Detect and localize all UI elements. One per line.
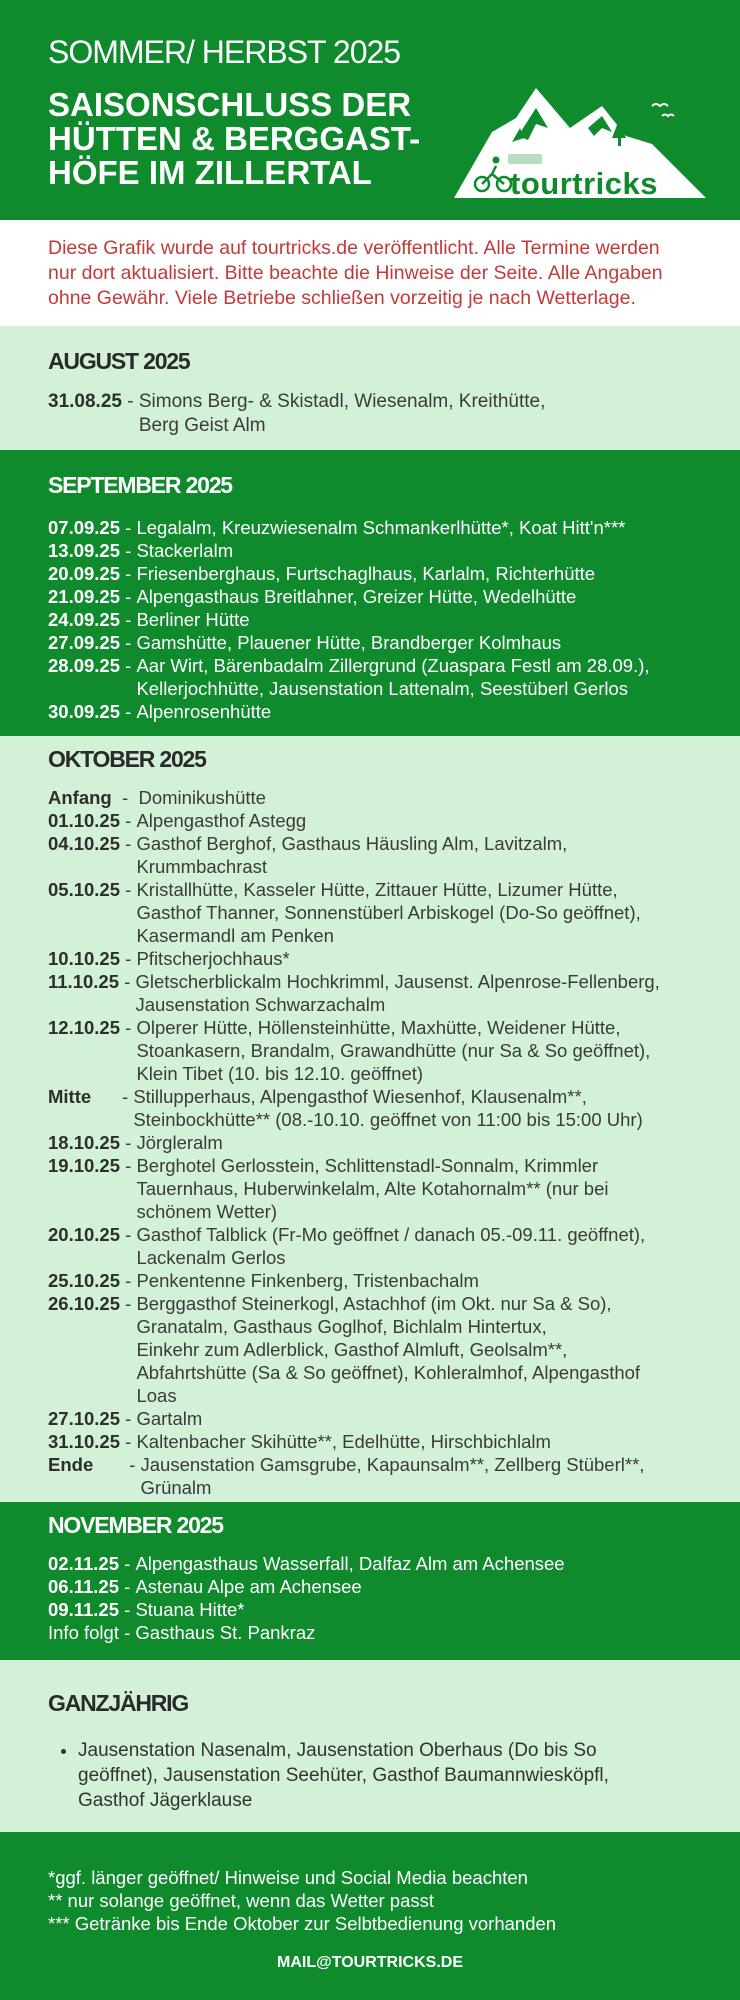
list-item: 24.09.25 - Berliner Hütte — [48, 609, 250, 630]
list-item: 05.10.25 - Kristallhütte, Kasseler Hütte, Zittauer Hütte, Lizumer Hütte, Gasthof Thanner, Sonnenstüberl Arbiskogel (Do-So geöffnet), Kasermandl am Penken — [48, 879, 641, 946]
entry-list — [48, 516, 710, 723]
section-title: OKTOBER 2025 — [48, 746, 206, 772]
notice-box — [0, 220, 740, 326]
list-item: 01.10.25 - Alpengasthof Astegg — [48, 810, 307, 831]
header — [0, 0, 740, 220]
list-item: 27.10.25 - Gartalm — [48, 1408, 203, 1429]
list-item: 28.09.25 - Aar Wirt, Bärenbadalm Zillergrund (Zuaspara Festl am 28.09.), Kellerjochhütte, Jausenstation Lattenalm, Seestüberl Gerlos — [48, 655, 650, 699]
entry-list — [48, 390, 710, 438]
entry-list — [48, 786, 710, 1499]
section-september — [0, 450, 740, 736]
list-item: 13.09.25 - Stackerlalm — [48, 540, 234, 561]
notice-text: Diese Grafik wurde auf tourtricks.de veröffentlicht. Alle Termine werden nur dort aktualisiert. Bitte beachte die Hinweise der Seite. Alle Angaben ohne Gewähr. Viele Betriebe schließen vorzeitig je nach Wetterlage. — [48, 237, 663, 309]
section-title: AUGUST 2025 — [48, 348, 190, 374]
section-november — [0, 1502, 740, 1660]
list-item: Mitte - Stillupperhaus, Alpengasthof Wiesenhof, Klausenalm**, Steinbockhütte** (08.-10.10. geöffnet von 11:00 bis 15:00 Uhr) — [48, 1086, 643, 1130]
entry-list — [48, 1738, 680, 1813]
list-item: 18.10.25 - Jörgleralm — [48, 1132, 223, 1153]
section-title: SEPTEMBER 2025 — [48, 472, 232, 498]
list-item: 30.09.25 - Alpenrosenhütte — [48, 701, 272, 722]
footnote: *** Getränke bis Ende Oktober zur Selbtbedienung vorhanden — [48, 1913, 557, 1934]
list-item: 06.11.25 - Astenau Alpe am Achensee — [48, 1576, 362, 1597]
footer — [0, 1832, 740, 2000]
logo-text: tourtricks — [510, 166, 658, 201]
list-item: 26.10.25 - Berggasthof Steinerkogl, Astachhof (im Okt. nur Sa & So), Granatalm, Gasthaus Goglhof, Bichlalm Hintertux, Einkehr zum Adlerblick, Gasthof Almluft, Geolsalm**, Abfahrtshütte (Sa & So geöffnet), Kohleralmhof, Alpengasthof Loas — [48, 1293, 641, 1406]
list-item: 31.08.25 - Simons Berg- & Skistadl, Wiesenalm, Kreithütte, Berg Geist Alm — [48, 391, 546, 436]
season-label: SOMMER/ HERBST 2025 — [48, 34, 401, 70]
footnote: ** nur solange geöffnet, wenn das Wetter passt — [48, 1890, 435, 1911]
entry-list — [48, 1552, 710, 1644]
list-item: 20.09.25 - Friesenberghaus, Furtschaglhaus, Karlalm, Richterhütte — [48, 563, 596, 584]
list-item: 07.09.25 - Legalalm, Kreuzwiesenalm Schmankerlhütte*, Koat Hitt'n*** — [48, 517, 626, 538]
entry-date: 31.08.25 — [48, 391, 122, 412]
list-item: 04.10.25 - Gasthof Berghof, Gasthaus Häusling Alm, Lavitzalm, Krummbachrast — [48, 833, 568, 877]
list-item: 11.10.25 - Gletscherblickalm Hochkrimml, Jausenst. Alpenrose-Fellenberg, Jausenstation Schwarzachalm — [48, 971, 660, 1015]
list-item: 31.10.25 - Kaltenbacher Skihütte**, Edelhütte, Hirschbichlalm — [48, 1431, 551, 1452]
section-oktober — [0, 736, 740, 1502]
list-item: Anfang - Dominikushütte — [48, 787, 266, 808]
list-item: 12.10.25 - Olperer Hütte, Höllensteinhütte, Maxhütte, Weidener Hütte, Stoankasern, Brandalm, Grawandhütte (nur Sa & So geöffnet), Klein Tibet (10. bis 12.10. geöffnet) — [48, 1017, 651, 1084]
section-title: NOVEMBER 2025 — [48, 1512, 223, 1538]
list-item: 19.10.25 - Berghotel Gerlosstein, Schlittenstadl-Sonnalm, Krimmler Tauernhaus, Huberwinkelalm, Alte Kotahornalm** (nur bei schönem Wetter) — [48, 1155, 609, 1222]
list-item: 02.11.25 - Alpengasthaus Wasserfall, Dalfaz Alm am Achensee — [48, 1553, 565, 1574]
list-item: 20.10.25 - Gasthof Talblick (Fr-Mo geöffnet / danach 05.-09.11. geöffnet), Lackenalm Gerlos — [48, 1224, 646, 1268]
list-item: 21.09.25 - Alpengasthaus Breitlahner, Greizer Hütte, Wedelhütte — [48, 586, 577, 607]
section-august — [0, 326, 740, 450]
contact-email[interactable]: MAIL@TOURTRICKS.DE — [277, 1954, 463, 1971]
list-item: 27.09.25 - Gamshütte, Plauener Hütte, Brandberger Kolmhaus — [48, 632, 562, 653]
list-item: 09.11.25 - Stuana Hitte* — [48, 1599, 245, 1620]
page-title: SAISONSCHLUSS DER HÜTTEN & BERGGAST-HÖFE IM ZILLERTAL — [48, 86, 421, 191]
footnote: *ggf. länger geöffnet/ Hinweise und Social Media beachten — [48, 1867, 528, 1888]
list-item: 10.10.25 - Pfitscherjochhaus* — [48, 948, 290, 969]
section-ganzjaehrig — [0, 1660, 740, 1832]
footnotes — [48, 1866, 556, 1935]
entry-text: Simons Berg- & Skistadl, Wiesenalm, Kreithütte, Berg Geist Alm — [138, 391, 546, 436]
list-item: Ende - Jausenstation Gamsgrube, Kapaunsalm**, Zellberg Stüberl**, Grünalm — [48, 1454, 645, 1498]
list-item: 25.10.25 - Penkentenne Finkenberg, Tristenbachalm — [48, 1270, 479, 1291]
list-item: • Jausenstation Nasenalm, Jausenstation Oberhaus (Do bis So geöffnet), Jausenstation Seehüter, Gasthof Baumannwiesköpfl, Gasthof Jägerklause — [78, 1738, 680, 1813]
section-title: GANZJÄHRIG — [48, 1690, 189, 1716]
list-item: Info folgt - Gasthaus St. Pankraz — [48, 1622, 316, 1643]
